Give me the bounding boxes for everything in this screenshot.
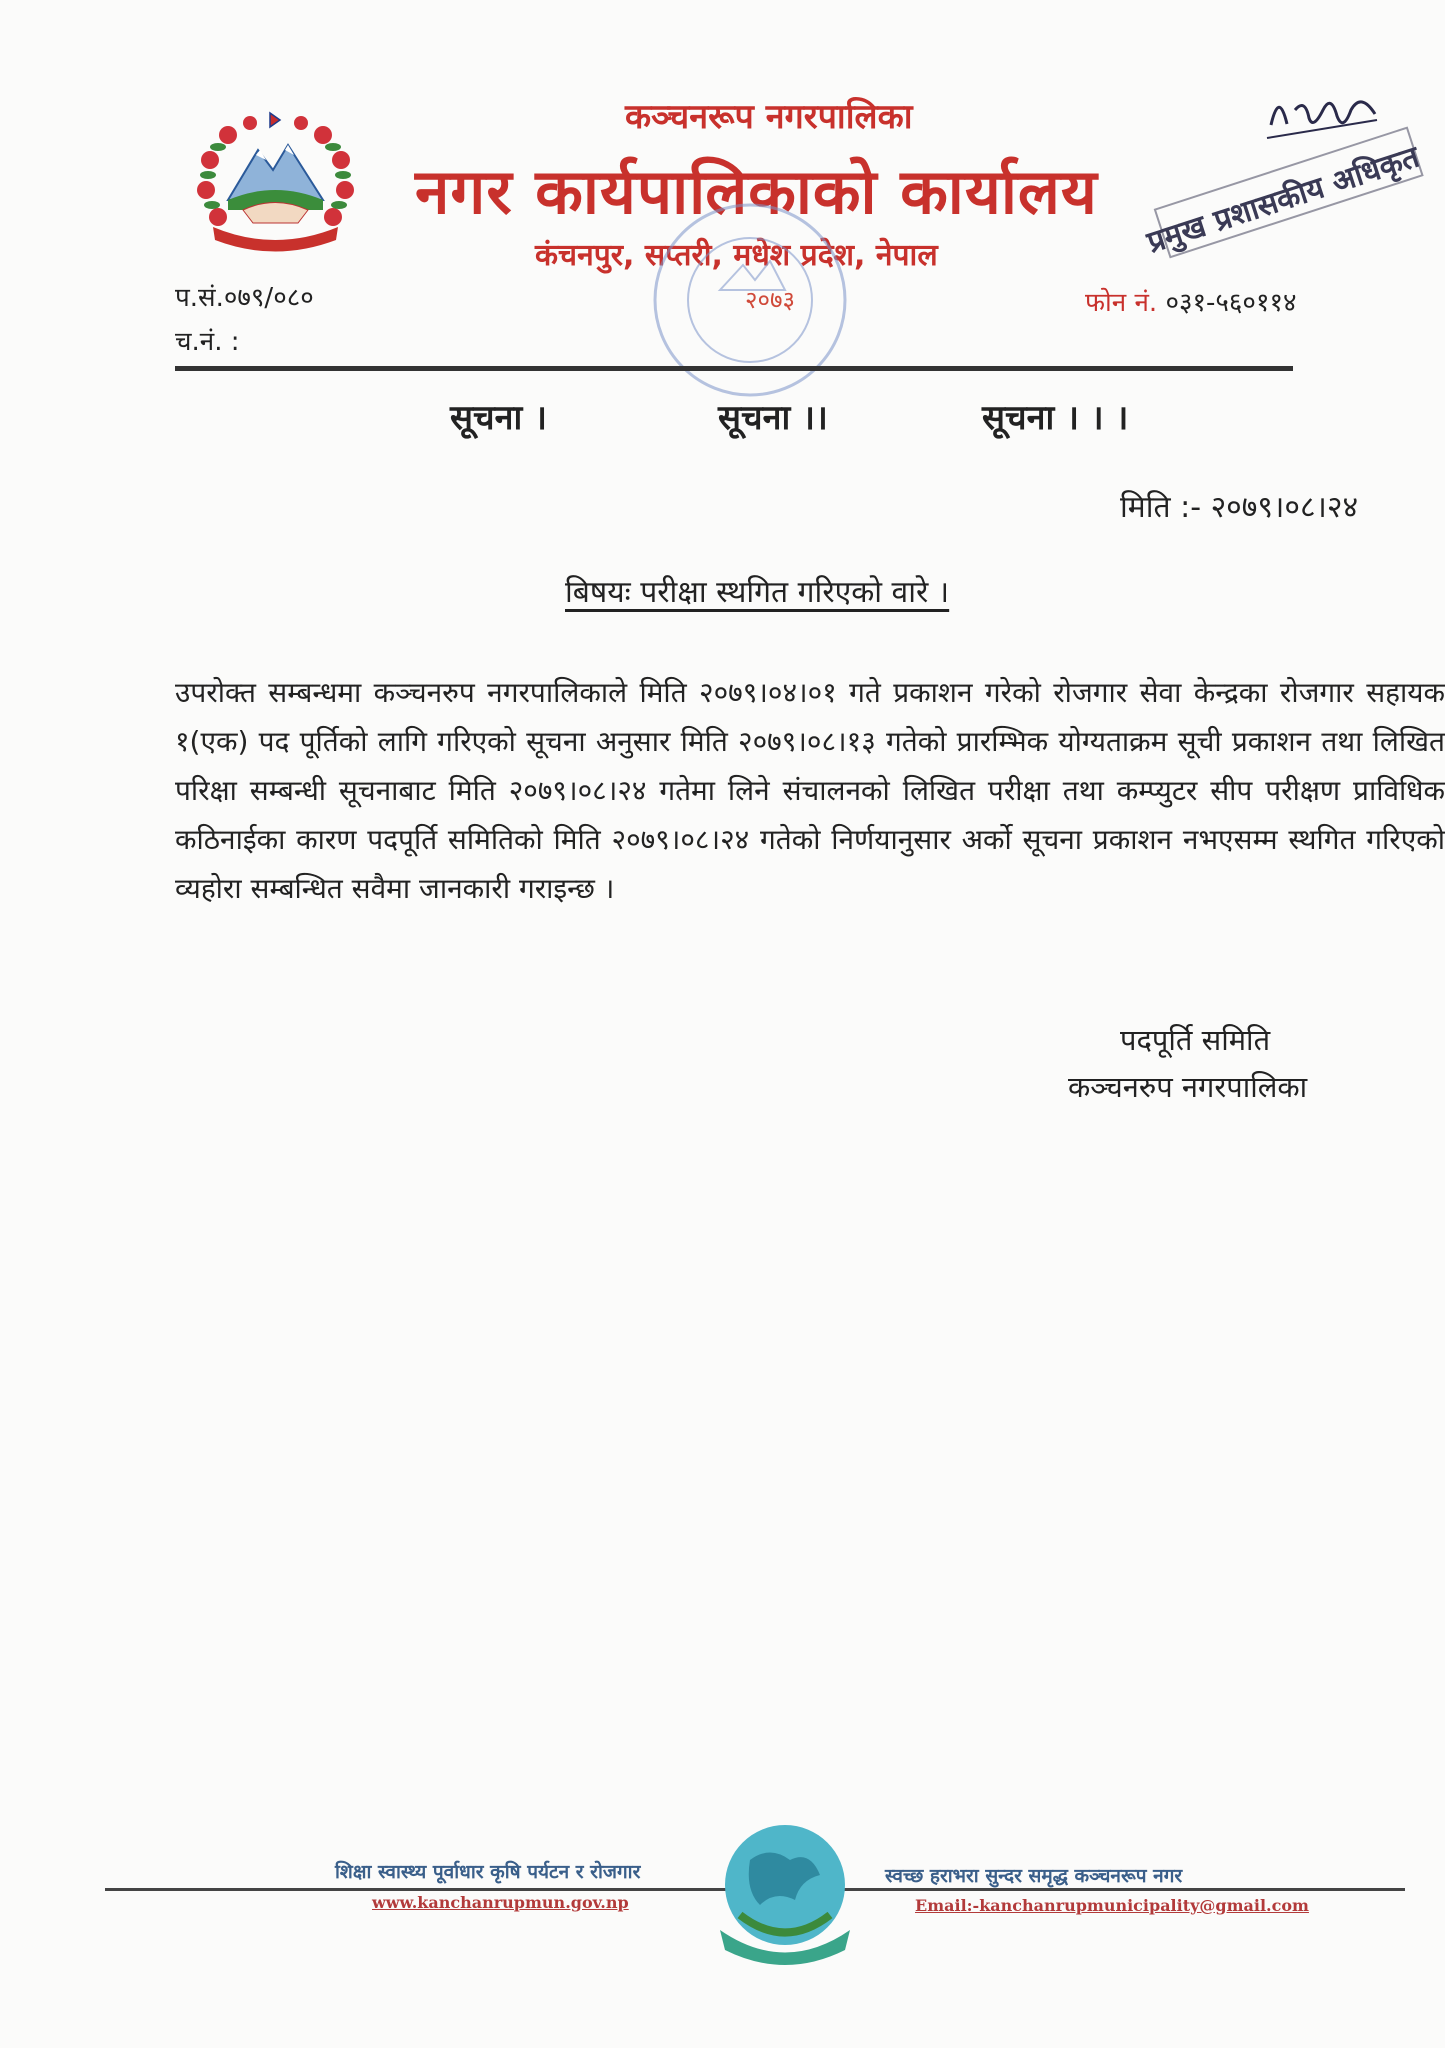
notice-subject: बिषयः परीक्षा स्थगित गरिएको वारे । <box>565 575 950 610</box>
footer-slogan-right: स्वच्छ हराभरा सुन्दर समृद्ध कञ्चनरूप नगर <box>885 1865 1183 1887</box>
office-title: नगर कार्यपालिकाको कार्यालय <box>415 155 1098 228</box>
phone-number <box>1085 283 1297 319</box>
footer-slogan-left: शिक्षा स्वास्थ्य पूर्वाधार कृषि पर्यटन र रोजगार <box>335 1861 641 1883</box>
notice-body: उपरोक्त सम्बन्धमा कञ्चनरुप नगरपालिकाले मिति २०७९।०४।०१ गते प्रकाशन गरेको रोजगार सेवा केन्द्रका रोजगार सहायक १(एक) पद पूर्तिको लागि गरिएको सूचना अनुसार मिति २०७९।०८।१३ गतेको प्रारम्भिक योग्यताक्रम सूची प्रकाशन तथा लिखित परिक्षा सम्बन्धी सूचनाबाट मिति २०७९।०८।२४ गतेमा लिने संचालनको लिखित परीक्षा तथा कम्प्युटर सीप परीक्षण प्राविधिक कठिनाईका कारण पदपूर्ति समितिको मिति २०७९।०८।२४ गतेको निर्णयानुसार अर्को सूचना प्रकाशन नभएसम्म स्थगित गरिएको व्यहोरा सम्बन्धित सवैमा जानकारी गराइन्छ । <box>175 676 1445 905</box>
office-address: कंचनपुर, सप्तरी, मधेश प्रदेश, नेपाल <box>535 238 938 273</box>
footer-email-link[interactable]: Email:-kanchanrupmunicipality@gmail.com <box>915 1896 1309 1915</box>
header-divider <box>175 366 1293 371</box>
round-stamp <box>625 195 875 405</box>
notice-date: मिति :- २०७९।०८।२४ <box>1120 490 1359 525</box>
globe-logo-icon <box>700 1820 870 1970</box>
nepal-emblem-icon <box>188 105 363 255</box>
svg-text:प्रमुख प्रशासकीय अधिकृत: प्रमुख प्रशासकीय अधिकृत <box>1143 139 1424 261</box>
phone-label: फोन नं. <box>1085 288 1158 318</box>
dispatch-number: च.नं. : <box>175 327 240 357</box>
notice-heading-3: सूचना । । । <box>982 398 1129 438</box>
established-year: २०७३ <box>745 286 795 314</box>
notice-heading-1: सूचना । <box>450 398 547 438</box>
reference-number: प.सं.०७९/०८० <box>175 283 314 313</box>
footer-website-link[interactable]: www.kanchanrupmun.gov.np <box>372 1893 629 1912</box>
signatory-municipality: कञ्चनरुप नगरपालिका <box>1068 1070 1308 1104</box>
notice-heading-2: सूचना ।। <box>718 398 828 438</box>
official-designation-stamp <box>1130 110 1430 270</box>
signatory-committee: पदपूर्ति समिति <box>1120 1023 1271 1057</box>
phone-value: ०३१-५६०११४ <box>1165 288 1297 318</box>
municipality-name: कञ्चनरूप नगरपालिका <box>625 97 913 137</box>
